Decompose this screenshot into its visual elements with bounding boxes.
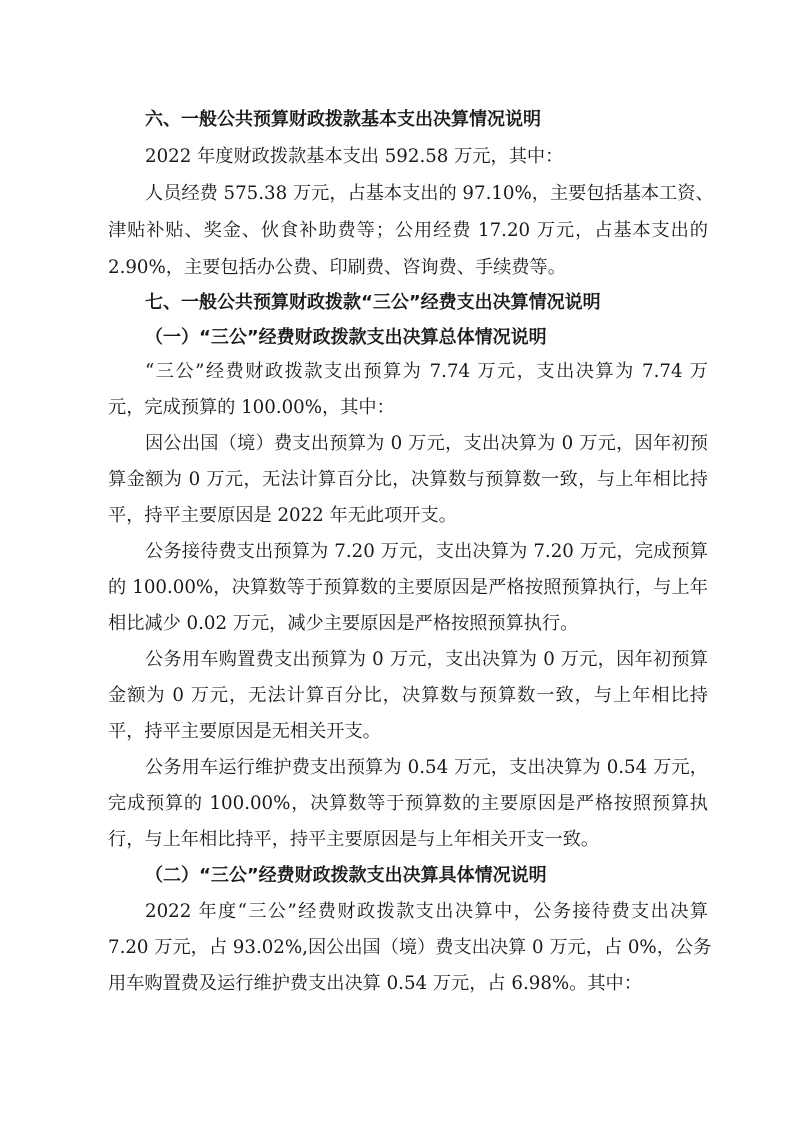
sub2-paragraph-1-line-1: 2022 年度“三公”经费财政拨款支出决算中，公务接待费支出决算 <box>145 901 708 922</box>
sub1-paragraph-3-line-2: 的 100.00%，决算数等于预算数的主要原因是严格按照预算执行，与上年 <box>108 577 708 598</box>
sub1-paragraph-2-line-3: 平，持平主要原因是 2022 年无此项开支。 <box>108 505 457 526</box>
sub1-paragraph-4-line-1: 公务用车购置费支出预算为 0 万元，支出决算为 0 万元，因年初预算 <box>145 649 708 670</box>
section-6-paragraph-2-line-3: 2.90%，主要包括办公费、印刷费、咨询费、手续费等。 <box>108 257 566 278</box>
sub1-paragraph-4-line-3: 平，持平主要原因是无相关开支。 <box>108 721 381 742</box>
subsection-2-heading: （二）“三公”经费财政拨款支出决算具体情况说明 <box>145 865 547 886</box>
subsection-1-heading: （一）“三公”经费财政拨款支出决算总体情况说明 <box>145 327 547 348</box>
sub2-paragraph-1-line-3: 用车购置费及运行维护费支出决算 0.54 万元，占 6.98%。其中： <box>108 973 642 994</box>
sub1-paragraph-3-line-3: 相比减少 0.02 万元，减少主要原因是严格按照预算执行。 <box>108 613 579 634</box>
sub1-paragraph-5-line-2: 完成预算的 100.00%，决算数等于预算数的主要原因是严格按照预算执 <box>108 793 708 814</box>
sub1-paragraph-2-line-1: 因公出国（境）费支出预算为 0 万元，支出决算为 0 万元，因年初预 <box>145 433 708 454</box>
section-6-paragraph-2-line-2: 津贴补贴、奖金、伙食补助费等；公用经费 17.20 万元，占基本支出的 <box>108 220 708 241</box>
sub1-paragraph-1-line-1: “三公”经费财政拨款支出预算为 7.74 万元，支出决算为 7.74 万 <box>145 361 708 382</box>
sub1-paragraph-4-line-2: 金额为 0 万元，无法计算百分比，决算数与预算数一致，与上年相比持 <box>108 685 708 706</box>
sub1-paragraph-5-line-1: 公务用车运行维护费支出预算为 0.54 万元，支出决算为 0.54 万元， <box>145 757 708 778</box>
sub1-paragraph-1-line-2: 元，完成预算的 100.00%，其中： <box>108 397 395 418</box>
section-7-heading: 七、一般公共预算财政拨款“三公”经费支出决算情况说明 <box>145 292 601 313</box>
sub1-paragraph-5-line-3: 行，与上年相比持平，持平主要原因是与上年相关开支一致。 <box>108 829 600 850</box>
section-6-heading: 六、一般公共预算财政拨款基本支出决算情况说明 <box>145 109 541 130</box>
section-6-paragraph-2-line-1: 人员经费 575.38 万元，占基本支出的 97.10%，主要包括基本工资、 <box>145 183 714 204</box>
section-6-paragraph-1: 2022 年度财政拨款基本支出 592.58 万元，其中： <box>145 146 564 167</box>
sub1-paragraph-3-line-1: 公务接待费支出预算为 7.20 万元，支出决算为 7.20 万元，完成预算 <box>145 541 708 562</box>
sub2-paragraph-1-line-2: 7.20 万元，占 93.02%,因公出国（境）费支出决算 0 万元，占 0%，公务 <box>108 937 712 958</box>
sub1-paragraph-2-line-2: 算金额为 0 万元，无法计算百分比，决算数与预算数一致，与上年相比持 <box>108 469 708 490</box>
